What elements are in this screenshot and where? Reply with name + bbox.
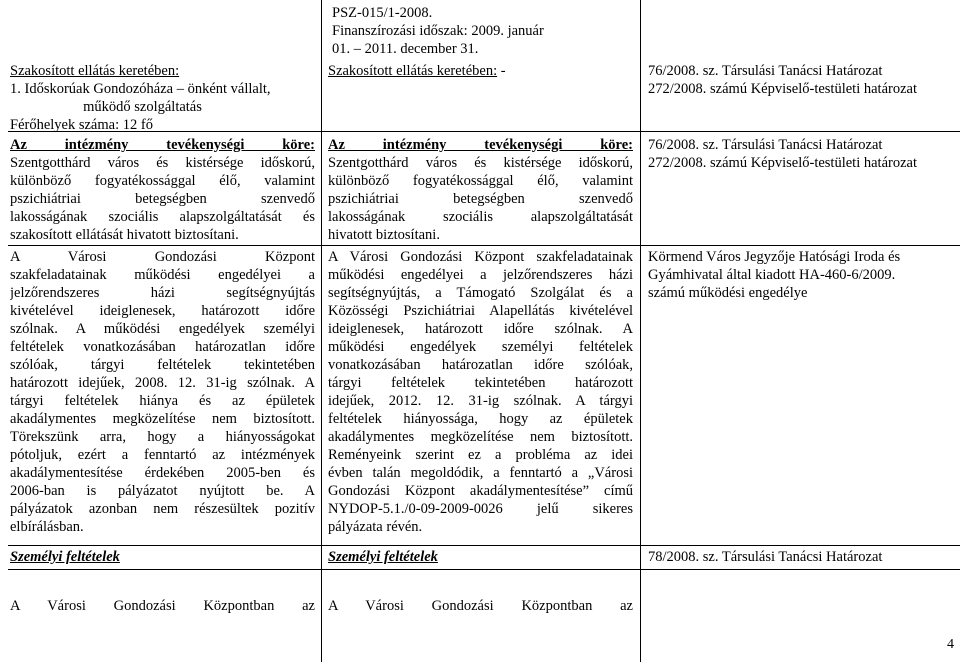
- row4-left: [10, 548, 120, 566]
- row1-right: [648, 62, 958, 98]
- row3-left-line: A Városi Gondozási Központ: [10, 249, 315, 265]
- row4-left-heading: Személyi feltételek: [10, 549, 120, 565]
- header-code: PSZ-015/1-2008.: [332, 5, 433, 21]
- row3-mid-line: Közösségi Pszichiátriai Alapellátás kivételével: [328, 303, 633, 319]
- row3-left: [10, 248, 315, 536]
- row2-right-line: 272/2008. számú Képviselő-testületi határozat: [648, 155, 917, 171]
- row3-mid-line: tárgyi feltételek tekintetében határozott: [328, 375, 633, 391]
- row2-right: [648, 136, 958, 172]
- row3-left-line: szakfeladatainak működési engedélyei a: [10, 267, 315, 283]
- row3-mid-line: Gondozási Központ akadálymentesítése” című: [328, 483, 633, 499]
- row2-mid-line: különböző fogyatékossággal élő, valamint: [328, 173, 633, 189]
- row4-right-line: 78/2008. sz. Társulási Tanácsi Határozat: [648, 549, 883, 565]
- row3-left-line: 2006-ban is pályázatot nyújtott be. A: [10, 483, 315, 499]
- row5-mid-line: A Városi Gondozási Központban az: [328, 598, 633, 614]
- row1-right-line: 76/2008. sz. Társulási Tanácsi Határozat: [648, 63, 883, 79]
- header-period-2: 01. – 2011. december 31.: [332, 41, 479, 57]
- row-divider-4: [8, 569, 960, 570]
- row3-mid-line: NYDOP-5.1./0-09-2009-0026 jelű sikeres: [328, 501, 633, 517]
- row3-left-line: szólnak. A működési engedélyek személyi: [10, 321, 315, 337]
- row1-left: [10, 62, 315, 134]
- row3-mid-line: ideiglenesek, határozott időre szólnak. A: [328, 321, 633, 337]
- row2-left-line: lakosságának szociális alapszolgáltatását és: [10, 209, 315, 225]
- row-divider-2: [8, 245, 960, 246]
- row-divider-3: [8, 545, 960, 546]
- column-divider-2: [640, 0, 641, 662]
- row2-left-heading: Az intézmény tevékenységi köre:: [10, 137, 315, 153]
- row3-left-line: akadálymentes megközelítése nem biztosított.: [10, 411, 315, 427]
- row3-left-line: pályázatok azonban nem részesültek pozitív: [10, 501, 315, 517]
- row1-mid-suffix: -: [497, 63, 506, 79]
- row1-left-line: Férőhelyek száma: 12 fő: [10, 117, 153, 133]
- row4-mid: [328, 548, 438, 566]
- row3-mid-line: működési engedélyei a jelzőrendszeres házi: [328, 267, 633, 283]
- row3-mid-line: akadálymentes megközelítése nem biztosított.: [328, 429, 633, 445]
- row2-mid-line: pszichiátriai betegségben szenvedő: [328, 191, 633, 207]
- row3-right-line: számú működési engedélye: [648, 285, 808, 301]
- row2-mid-line: lakosságának szociális alapszolgáltatását: [328, 209, 633, 225]
- row3-left-line: jelzőrendszeres házi segítségnyújtás: [10, 285, 315, 301]
- row3-mid-line: feltételek hiányossága, hogy az épületek: [328, 411, 633, 427]
- row2-mid-line: Szentgotthárd város és kistérsége időskorú,: [328, 155, 633, 171]
- row5-left-line: A Városi Gondozási Központban az: [10, 598, 315, 614]
- row1-mid-title: Szakosított ellátás keretében:: [328, 63, 498, 79]
- row3-mid: [328, 248, 633, 536]
- row2-right-line: 76/2008. sz. Társulási Tanácsi Határozat: [648, 137, 883, 153]
- row3-left-line: kivételével ideiglenesek, határozott időre: [10, 303, 315, 319]
- row2-mid: [328, 136, 633, 244]
- row3-mid-line: működési engedélyek személyi feltételek: [328, 339, 633, 355]
- row5-mid: [328, 597, 633, 615]
- row3-mid-line: A Városi Gondozási Központ szakfeladatainak: [328, 249, 633, 265]
- row3-mid-line: Reményeink szerint ez a probléma az idei: [328, 447, 633, 463]
- header-mid: [332, 4, 632, 58]
- row2-mid-line: hivatott biztosítani.: [328, 227, 440, 243]
- row3-left-line: határozott idejűek, 2008. 12. 31-ig szólnak. A: [10, 375, 315, 391]
- row3-mid-line: évben talán megoldódik, a fenntartó a „Városi: [328, 465, 633, 481]
- row3-left-line: Törekszünk arra, hogy a hiányosságokat: [10, 429, 315, 445]
- row3-left-line: szólóak, tárgyi feltételek tekintetében: [10, 357, 315, 373]
- row3-right-line: Gyámhivatal által kiadott HA-460-6/2009.: [648, 267, 896, 283]
- row3-left-line: akadálymentesítése érdekében 2005-ben és: [10, 465, 315, 481]
- row3-mid-line: vonatkozásában határozatlan időre szólóak,: [328, 357, 633, 373]
- row2-left-line: különböző fogyatékossággal élő, valamint: [10, 173, 315, 189]
- header-period-1: Finanszírozási időszak: 2009. január: [332, 23, 544, 39]
- row3-right-line: Körmend Város Jegyzője Hatósági Iroda és: [648, 249, 901, 265]
- row1-right-line: 272/2008. számú Képviselő-testületi határozat: [648, 81, 917, 97]
- row3-mid-line: segítségnyújtás, a Támogató Szolgálat és a: [328, 285, 633, 301]
- row1-left-line: 1. Időskorúak Gondozóháza – önként vállalt,: [10, 81, 271, 97]
- row2-left: [10, 136, 315, 244]
- row5-left: [10, 597, 315, 615]
- row3-left-line: elbírálásban.: [10, 519, 84, 535]
- row3-mid-line: pályázata révén.: [328, 519, 423, 535]
- row3-left-line: feltételek vonatkozásában határozatlan időre: [10, 339, 315, 355]
- row1-left-line: működő szolgáltatás: [83, 99, 202, 115]
- row4-mid-heading: Személyi feltételek: [328, 549, 438, 565]
- row2-left-line: pszichiátriai betegségben szenvedő: [10, 191, 315, 207]
- column-divider-1: [321, 0, 322, 662]
- row2-left-line: szakosított ellátását hivatott biztosítani.: [10, 227, 239, 243]
- row2-left-line: Szentgotthárd város és kistérsége időskorú,: [10, 155, 315, 171]
- row1-left-title: Szakosított ellátás keretében:: [10, 63, 180, 79]
- row4-right: [648, 548, 882, 566]
- row3-right: [648, 248, 958, 302]
- row3-left-line: tárgyi feltételek hiánya és az épületek: [10, 393, 315, 409]
- page-number: 4: [947, 637, 954, 652]
- row1-mid: [328, 62, 633, 80]
- row3-mid-line: idejűek, 2012. 12. 31-ig szólnak. A tárgyi: [328, 393, 633, 409]
- row3-left-line: pótoljuk, ezért a fenntartó az intézmények: [10, 447, 315, 463]
- row2-mid-heading: Az intézmény tevékenységi köre:: [328, 137, 633, 153]
